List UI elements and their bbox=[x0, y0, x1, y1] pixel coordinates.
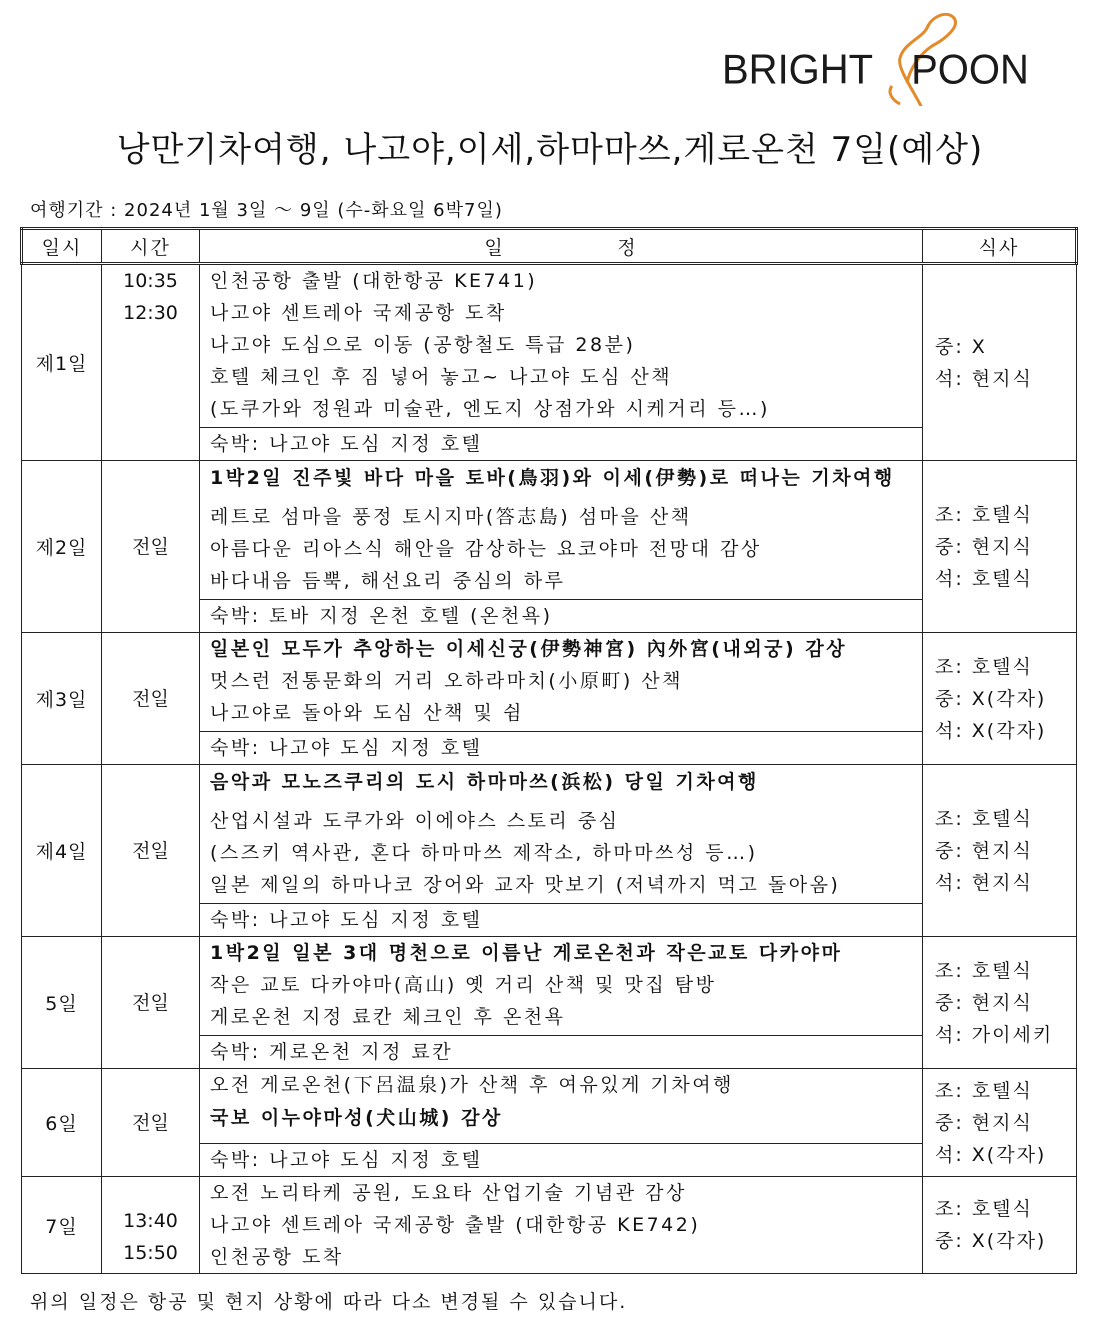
itinerary-item: 1박2일 일본 3대 명천으로 이름난 게로온천과 작은교토 다카야마 bbox=[210, 942, 843, 964]
time-cell bbox=[102, 264, 200, 461]
meal-item: 석: 가이세키 bbox=[935, 1023, 1054, 1046]
table-row bbox=[22, 937, 1077, 1069]
day-cell: 제1일 bbox=[22, 264, 102, 461]
itinerary-item: 오전 게로온천(下呂温泉)가 산책 후 여유있게 기차여행 bbox=[210, 1074, 734, 1096]
meal-cell bbox=[923, 765, 1077, 937]
header-meal: 식사 bbox=[923, 229, 1077, 264]
table-row bbox=[22, 461, 1077, 633]
meal-item: 석: X(각자) bbox=[935, 719, 1047, 742]
time-value: 13:40 bbox=[123, 1210, 178, 1232]
meal-cell bbox=[923, 1177, 1077, 1274]
itinerary-cell bbox=[200, 937, 923, 1069]
meal-item: 석: 현지식 bbox=[935, 367, 1033, 390]
itinerary-item: 호텔 체크인 후 짐 넣어 놓고~ 나고야 도심 산책 bbox=[210, 366, 673, 388]
header-day: 일시 bbox=[22, 229, 102, 264]
meal-cell bbox=[923, 461, 1077, 633]
itinerary-cell bbox=[200, 461, 923, 633]
day-cell: 7일 bbox=[22, 1177, 102, 1274]
meal-item: 조: 호텔식 bbox=[935, 655, 1033, 678]
time-cell bbox=[102, 461, 200, 633]
table-row bbox=[22, 633, 1077, 765]
itinerary-item: 멋스런 전통문화의 거리 오하라마치(小原町) 산책 bbox=[210, 670, 684, 692]
meal-item: 석: X(각자) bbox=[935, 1143, 1047, 1166]
stay-info: 숙박: 나고야 도심 지정 호텔 bbox=[200, 731, 922, 764]
itinerary-item: 나고야 센트레아 국제공항 출발 (대한항공 KE742) bbox=[210, 1214, 701, 1236]
day-cell: 5일 bbox=[22, 937, 102, 1069]
time-value: 전일 bbox=[132, 1111, 169, 1134]
stay-info: 숙박: 토바 지정 온천 호텔 (온천욕) bbox=[200, 599, 922, 632]
meal-item: 중: X bbox=[935, 335, 987, 358]
itinerary-item: 작은 교토 다카야마(高山) 옛 거리 산책 및 맛집 탐방 bbox=[210, 974, 717, 996]
stay-info: 숙박: 게로온천 지정 료칸 bbox=[200, 1035, 922, 1068]
itinerary-item: 오전 노리타케 공원, 도요타 산업기술 기념관 감상 bbox=[210, 1182, 687, 1204]
itinerary-item: 일본인 모두가 추앙하는 이세신궁(伊勢神宮) 內外宮(내외궁) 감상 bbox=[210, 638, 848, 660]
page-title: 낭만기차여행, 나고야,이세,하마마쓰,게로온천 7일(예상) bbox=[116, 130, 984, 170]
stay-info: 숙박: 나고야 도심 지정 호텔 bbox=[200, 903, 922, 936]
travel-period: 여행기간 : 2024년 1월 3일 ～ 9일 (수-화요일 6박7일) bbox=[30, 200, 503, 221]
day-cell: 제4일 bbox=[22, 765, 102, 937]
meal-item: 조: 호텔식 bbox=[935, 1198, 1033, 1220]
time-value: 12:30 bbox=[123, 302, 178, 324]
meal-item: 석: 현지식 bbox=[935, 871, 1033, 894]
header-itinerary: 일 정 bbox=[200, 229, 923, 264]
meal-item: 중: X(각자) bbox=[935, 1230, 1047, 1252]
table-row bbox=[22, 765, 1077, 937]
meal-item: 중: 현지식 bbox=[935, 1111, 1033, 1134]
itinerary-cell bbox=[200, 1177, 923, 1274]
stay-info: 숙박: 나고야 도심 지정 호텔 bbox=[200, 427, 922, 460]
itinerary-cell bbox=[200, 765, 923, 937]
itinerary-item: 1박2일 진주빛 바다 마을 토바(鳥羽)와 이세(伊勢)로 떠나는 기차여행 bbox=[210, 467, 895, 489]
time-value: 전일 bbox=[132, 839, 169, 862]
meal-item: 조: 호텔식 bbox=[935, 959, 1033, 982]
header-time: 시간 bbox=[102, 229, 200, 264]
itinerary-cell bbox=[200, 264, 923, 461]
meal-item: 중: 현지식 bbox=[935, 991, 1033, 1014]
meal-cell bbox=[923, 633, 1077, 765]
itinerary-item: 인천공항 출발 (대한항공 KE741) bbox=[210, 270, 538, 292]
brand-logo bbox=[722, 8, 1052, 106]
table-row bbox=[22, 264, 1077, 461]
table-header bbox=[22, 229, 1077, 264]
itinerary-item: 나고야로 돌아와 도심 산책 및 쉼 bbox=[210, 702, 524, 724]
itinerary-item: 나고야 도심으로 이동 (공항철도 특급 28분) bbox=[210, 334, 636, 356]
time-value: 전일 bbox=[132, 687, 169, 710]
brand-name: BRIGHT POON bbox=[722, 46, 1029, 94]
itinerary-item: 산업시설과 도쿠가와 이에야스 스토리 중심 bbox=[210, 810, 620, 832]
meal-item: 중: X(각자) bbox=[935, 687, 1047, 710]
itinerary-item: (스즈키 역사관, 혼다 하마마쓰 제작소, 하마마쓰성 등…) bbox=[210, 842, 758, 864]
itinerary-item: 바다내음 듬뿍, 해선요리 중심의 하루 bbox=[210, 570, 566, 592]
time-cell bbox=[102, 1069, 200, 1177]
day-cell: 제2일 bbox=[22, 461, 102, 633]
time-cell bbox=[102, 1177, 200, 1274]
time-cell bbox=[102, 937, 200, 1069]
meal-item: 조: 호텔식 bbox=[935, 1079, 1033, 1102]
meal-cell bbox=[923, 264, 1077, 461]
itinerary-item: 아름다운 리아스식 해안을 감상하는 요코야마 전망대 감상 bbox=[210, 538, 762, 560]
itinerary-item: 음악과 모노즈쿠리의 도시 하마마쓰(浜松) 당일 기차여행 bbox=[210, 771, 759, 793]
stay-info: 숙박: 나고야 도심 지정 호텔 bbox=[200, 1143, 922, 1176]
meal-item: 중: 현지식 bbox=[935, 839, 1033, 862]
itinerary-table bbox=[20, 227, 1078, 1274]
meal-cell bbox=[923, 1069, 1077, 1177]
itinerary-item: 국보 이누야마성(犬山城) 감상 bbox=[210, 1107, 503, 1129]
notice-text: 위의 일정은 항공 및 현지 상황에 따라 다소 변경될 수 있습니다. bbox=[30, 1291, 628, 1313]
time-value: 전일 bbox=[132, 991, 169, 1014]
meal-item: 조: 호텔식 bbox=[935, 807, 1033, 830]
itinerary-item: 나고야 센트레아 국제공항 도착 bbox=[210, 302, 507, 324]
meal-item: 조: 호텔식 bbox=[935, 503, 1033, 526]
table-row bbox=[22, 1069, 1077, 1177]
meal-item: 중: 현지식 bbox=[935, 535, 1033, 558]
time-cell bbox=[102, 765, 200, 937]
day-cell: 제3일 bbox=[22, 633, 102, 765]
itinerary-item: 일본 제일의 하마나코 장어와 교자 맛보기 (저녁까지 먹고 돌아옴) bbox=[210, 874, 841, 896]
itinerary-cell bbox=[200, 633, 923, 765]
time-value: 10:35 bbox=[123, 270, 178, 292]
time-value: 15:50 bbox=[123, 1242, 178, 1264]
day-cell: 6일 bbox=[22, 1069, 102, 1177]
table-row bbox=[22, 1177, 1077, 1274]
itinerary-cell bbox=[200, 1069, 923, 1177]
itinerary-item: 인천공항 도착 bbox=[210, 1246, 344, 1268]
meal-cell bbox=[923, 937, 1077, 1069]
itinerary-item: 레트로 섬마을 풍정 토시지마(答志島) 섬마을 산책 bbox=[210, 506, 692, 528]
itinerary-item: 게로온천 지정 료칸 체크인 후 온천욕 bbox=[210, 1006, 566, 1028]
itinerary-item: (도쿠가와 정원과 미술관, 엔도지 상점가와 시케거리 등…) bbox=[210, 398, 770, 420]
time-value: 전일 bbox=[132, 535, 169, 558]
time-cell bbox=[102, 633, 200, 765]
meal-item: 석: 호텔식 bbox=[935, 567, 1033, 590]
